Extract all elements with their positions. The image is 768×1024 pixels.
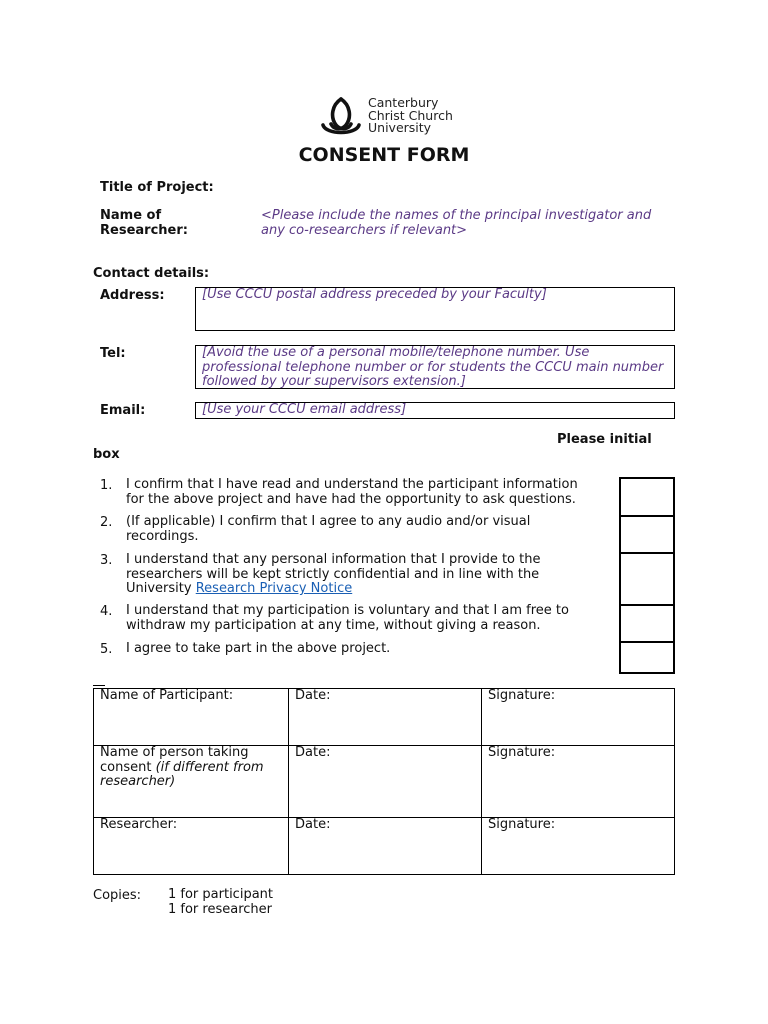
address-field[interactable]: [Use CCCU postal address preceded by your Faculty] <box>195 287 675 331</box>
consent-taker-date-cell[interactable]: Date: <box>289 746 482 818</box>
statement-4: I understand that my participation is voluntary and that I am free to withdraw my participation at any time, without giving a reason. <box>126 603 569 633</box>
researcher-hint[interactable]: <Please include the names of the principal investigator and any co-researchers if relevant> <box>261 208 652 238</box>
tel-field[interactable]: [Avoid the use of a personal mobile/telephone number. Use professional telephone number or for students the CCCU main number followed by your supervisors extension.] <box>195 345 675 389</box>
project-title-label: Title of Project: <box>100 180 214 195</box>
initial-box-4[interactable] <box>621 604 673 639</box>
consent-taker-name-cell[interactable]: Name of person taking consent (if different from researcher) <box>94 746 289 818</box>
initial-box-2[interactable] <box>621 515 673 550</box>
contact-details-heading: Contact details: <box>93 266 210 281</box>
researcher-label: Name of Researcher: <box>100 208 188 238</box>
table-row <box>94 818 675 875</box>
participant-name-cell[interactable]: Name of Participant: <box>94 689 289 746</box>
statement-number: 5. <box>100 642 113 657</box>
statement-number: 3. <box>100 553 113 568</box>
university-logo-icon <box>318 95 364 137</box>
statement-5: I agree to take part in the above project. <box>126 641 391 656</box>
research-privacy-notice-link[interactable]: Research Privacy Notice <box>195 581 353 596</box>
statement-1: I confirm that I have read and understand the participant information for the above project and have had the opportunity to ask questions. <box>126 477 578 507</box>
address-label: Address: <box>100 288 165 303</box>
signature-table <box>93 688 675 875</box>
page-title: CONSENT FORM <box>298 144 470 166</box>
copies-list: 1 for participant 1 for researcher <box>168 887 273 917</box>
initial-box-3[interactable] <box>621 552 673 602</box>
tel-label: Tel: <box>100 346 126 361</box>
table-row <box>94 689 675 746</box>
email-field[interactable]: [Use your CCCU email address] <box>195 402 675 419</box>
copies-label: Copies: <box>93 888 142 903</box>
initial-box-5[interactable] <box>621 641 673 672</box>
please-initial-label-box: box <box>93 447 120 462</box>
statement-number: 1. <box>100 478 113 493</box>
researcher-date-cell[interactable]: Date: <box>289 818 482 875</box>
email-label: Email: <box>100 403 146 418</box>
participant-date-cell[interactable]: Date: <box>289 689 482 746</box>
university-logo-text: Canterbury Christ Church University <box>368 95 453 135</box>
statement-2: (If applicable) I confirm that I agree to any audio and/or visual recordings. <box>126 514 531 544</box>
statement-3: I understand that any personal information that I provide to the researchers will be kept strictly confidential and in line with the University Research Privacy Notice <box>126 552 541 596</box>
researcher-name-cell[interactable]: Researcher: <box>94 818 289 875</box>
statement-number: 4. <box>100 604 113 619</box>
table-row <box>94 746 675 818</box>
statement-number: 2. <box>100 515 113 530</box>
initial-box-1[interactable] <box>621 479 673 513</box>
please-initial-label: Please initial <box>557 432 652 447</box>
consent-taker-signature-cell[interactable]: Signature: <box>482 746 675 818</box>
researcher-signature-cell[interactable]: Signature: <box>482 818 675 875</box>
participant-signature-cell[interactable]: Signature: <box>482 689 675 746</box>
divider-mark <box>93 685 105 686</box>
